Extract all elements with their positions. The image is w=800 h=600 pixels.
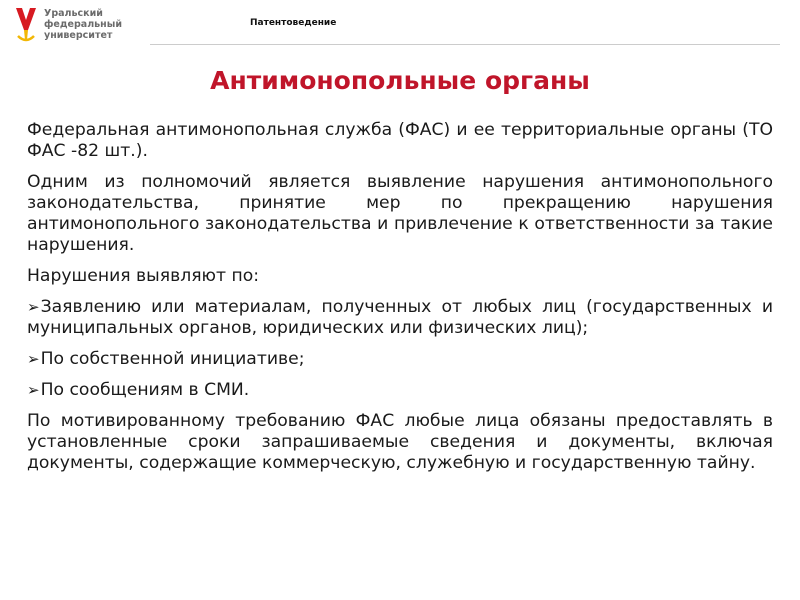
bullet-item	[27, 380, 773, 401]
urfu-logo-icon	[14, 6, 38, 42]
course-name: Патентоведение	[250, 18, 337, 28]
slide-title: Антимонопольные органы	[210, 66, 590, 95]
bullet-item	[27, 349, 773, 370]
logo-text	[44, 8, 122, 41]
university-logo	[14, 6, 144, 42]
check-arrow-icon: ➢	[27, 350, 40, 368]
bullet-text-1: Заявлению или материалам, полученных от любых лиц (государственных и муниципальных органов, юридических или физических лиц);	[27, 297, 773, 338]
check-arrow-icon: ➢	[27, 381, 40, 399]
check-arrow-icon: ➢	[27, 298, 40, 316]
bullet-text-2: По собственной инициативе;	[40, 349, 305, 369]
slide-body	[27, 120, 773, 484]
header-divider	[150, 44, 780, 45]
logo-line-2: федеральный	[44, 19, 122, 30]
paragraph-powers: Одним из полномочий является выявление нарушения антимонопольного законодательства, принятие мер по прекращению нарушения антимонопольного законодательства и привлечение к ответственности за такие нарушения.	[27, 172, 773, 255]
logo-line-1: Уральский	[44, 8, 103, 19]
logo-line-3: университет	[44, 30, 113, 41]
bullet-item	[27, 297, 773, 339]
paragraph-fas: Федеральная антимонопольная служба (ФАС) и ее территориальные органы (ТО ФАС -82 шт.).	[27, 120, 773, 161]
paragraph-detection: Нарушения выявляют по:	[27, 266, 260, 286]
paragraph-closing: По мотивированному требованию ФАС любые лица обязаны предоставлять в установленные сроки запрашиваемые сведения и документы, включая документы, содержащие коммерческую, служебную и государственную тайну.	[27, 411, 773, 473]
bullet-text-3: По сообщениям в СМИ.	[40, 380, 250, 400]
